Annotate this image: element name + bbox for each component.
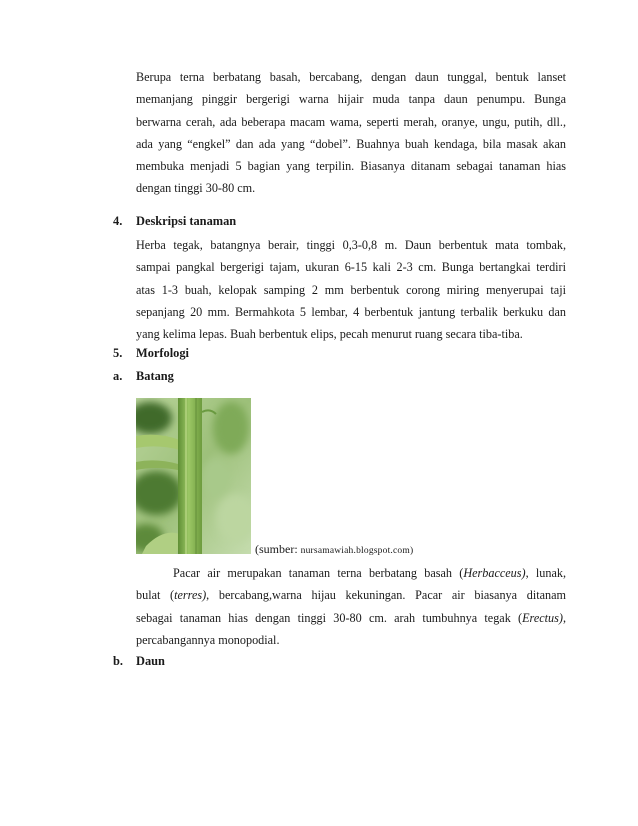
- description-paragraph: [136, 234, 566, 345]
- subsection-b-heading: [113, 653, 165, 669]
- description-line: atas 1-3 buah, kelopak samping 2 mm berbentuk corong miring menyerupai taji: [136, 282, 566, 297]
- description-line: yang kelima lepas. Buah berbentuk elips, pecah menurut ruang secara tiba-tiba.: [136, 327, 523, 342]
- section-title: Deskripsi tanaman: [136, 214, 237, 228]
- section-4-heading: [113, 213, 236, 229]
- intro-paragraph: [136, 66, 566, 200]
- batang-line: [136, 607, 566, 629]
- italic-term: Erectus): [522, 610, 563, 625]
- subsection-letter: b.: [113, 654, 123, 668]
- subsection-title: Daun: [136, 654, 165, 668]
- text-run: bulat (: [136, 588, 175, 603]
- italic-term: Herbacceus): [463, 566, 526, 580]
- intro-line: Berupa terna berbatang basah, bercabang, dengan daun tunggal, bentuk lanset: [136, 70, 566, 84]
- caption-source: nursamawiah.blogspot.com): [300, 546, 414, 556]
- subsection-a-heading: [113, 368, 174, 384]
- description-line: Herba tegak, batangnya berair, tinggi 0,3-0,8 m. Daun berbentuk mata tombak,: [136, 238, 566, 252]
- description-line: sampai pangkal bergerigi tajam, ukuran 6-15 kali 2-3 cm. Bunga bertangkai terdiri: [136, 260, 566, 275]
- photo-caption: [255, 542, 413, 557]
- batang-line: [136, 584, 566, 606]
- intro-line: ada yang “engkel” dan ada yang “dobel”. Buahnya buah kendaga, bila masak akan: [136, 136, 566, 151]
- intro-line: memanjang pinggir bergerigi warna hijair muda tanpa daun penumpu. Bunga: [136, 92, 566, 107]
- text-run: Pacar air merupakan tanaman terna berbatang basah (: [173, 566, 464, 580]
- caption-prefix: (sumber:: [255, 542, 298, 556]
- batang-line: percabangannya monopodial.: [136, 632, 280, 647]
- section-title: Morfologi: [136, 346, 189, 360]
- text-run: ,: [562, 610, 566, 625]
- stem-photo: [136, 398, 251, 554]
- batang-paragraph: [136, 562, 566, 651]
- intro-line: membuka menjadi 5 bagian yang terpilin. Biasanya ditanam sebagai tanaman hias: [136, 159, 566, 174]
- italic-term: terres): [174, 588, 207, 603]
- intro-line: dengan tinggi 30-80 cm.: [136, 181, 256, 196]
- subsection-letter: a.: [113, 369, 123, 383]
- section-5-heading: [113, 345, 189, 361]
- section-number: 5.: [113, 346, 123, 360]
- text-run: , bercabang,warna hijau kekuningan. Pacar air biasanya ditanam: [206, 588, 567, 603]
- description-line: sepanjang 20 mm. Bermahkota 5 lembar, 4 berbentuk jantung terbalik berkuku dan: [136, 304, 566, 319]
- intro-line: berwarna cerah, ada beberapa macam wama, seperti merah, oranye, ungu, putih, dll.,: [136, 114, 566, 129]
- text-run: , lunak,: [525, 566, 566, 580]
- section-number: 4.: [113, 214, 123, 228]
- subsection-title: Batang: [136, 369, 174, 383]
- text-run: sebagai tanaman hias dengan tinggi 30-80 cm. arah tumbuhnya tegak (: [136, 610, 523, 625]
- batang-line: [136, 562, 566, 584]
